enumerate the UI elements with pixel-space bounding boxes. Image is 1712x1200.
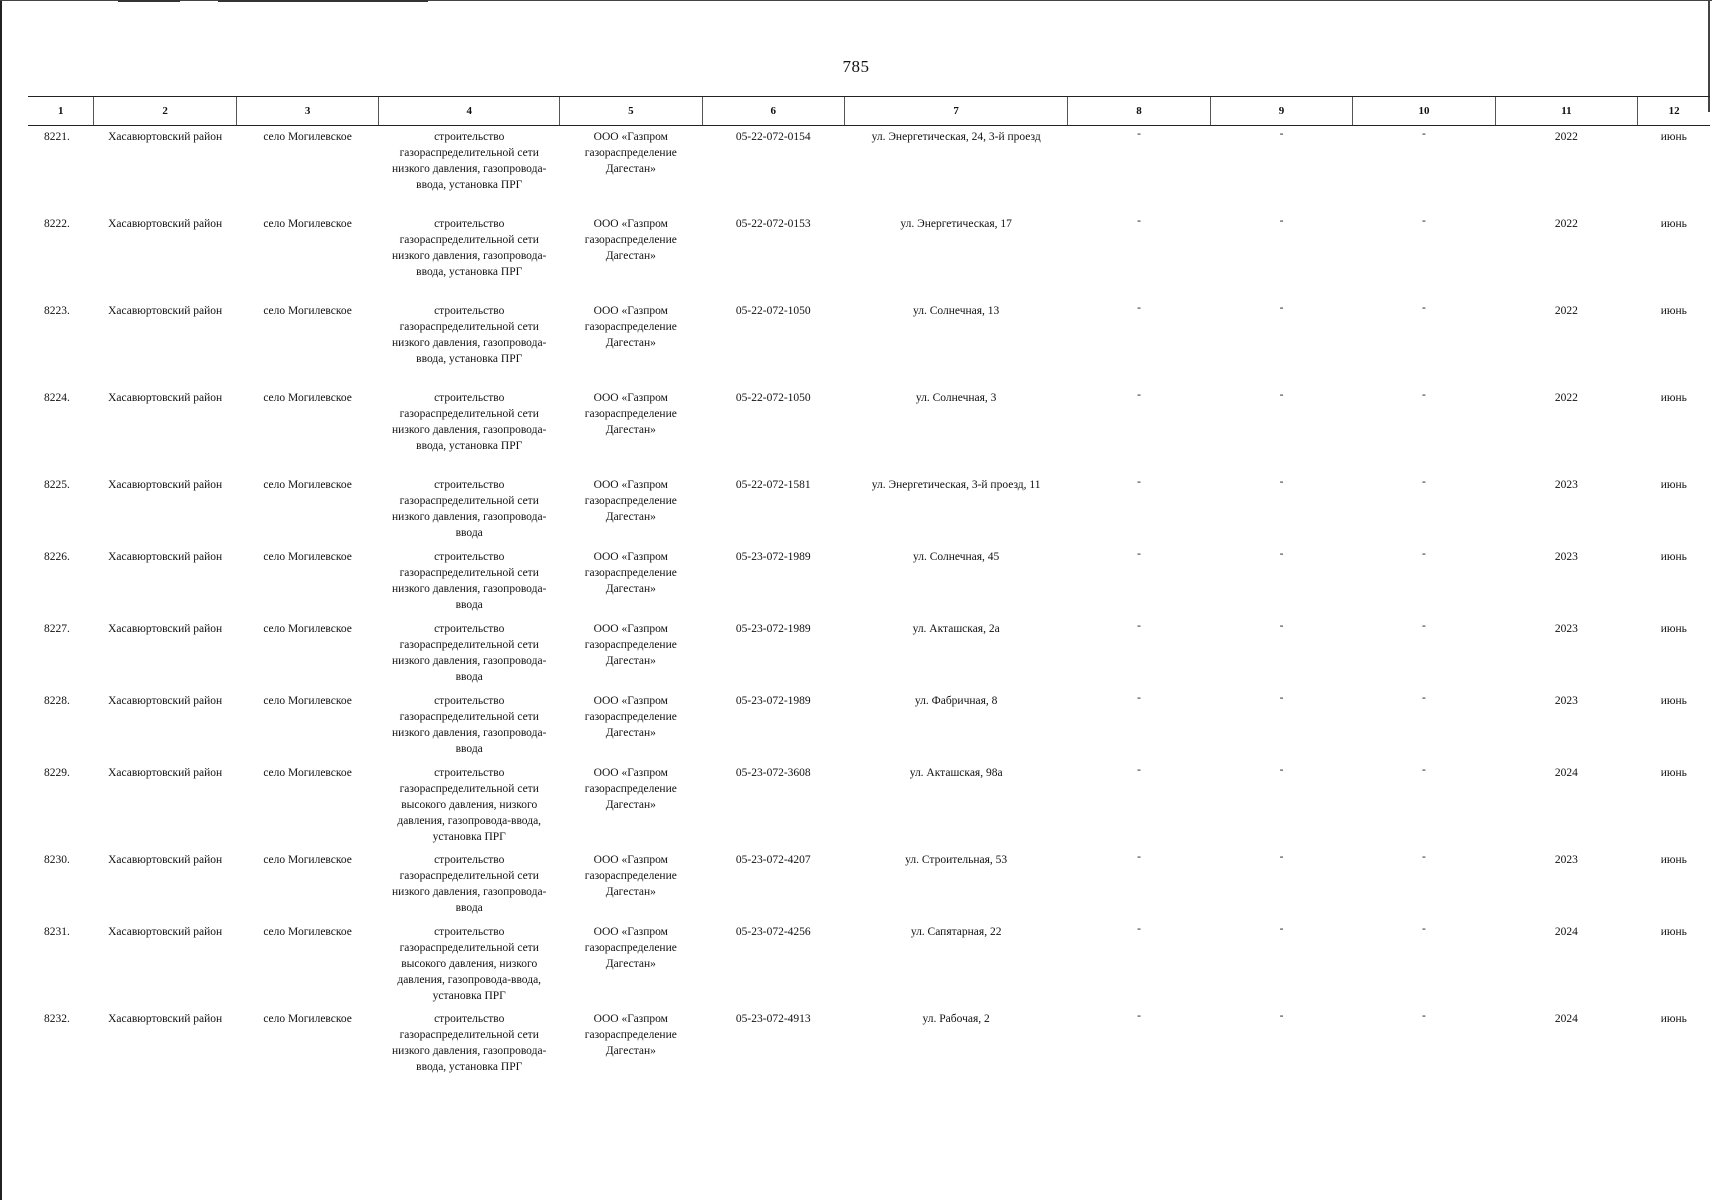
column-header-6: 6 [702,97,844,126]
gasification-registry-table [28,96,1710,1095]
column-8-cell: - [1137,763,1141,776]
table-body [28,126,1710,1095]
row-number: 8232. [44,1012,70,1025]
locality-cell: село Могилевское [263,694,352,707]
month-cell: июнь [1660,694,1687,707]
object-code-cell: 05-23-072-1989 [735,622,811,635]
column-header-9: 9 [1210,97,1352,126]
work-description-cell: строительство газораспределительной сети низкого давления, газопровода-ввода [392,853,547,914]
table-row [28,474,1710,546]
column-10-cell: - [1422,619,1426,632]
year-cell: 2023 [1554,694,1578,707]
column-8-cell: - [1137,128,1141,140]
locality-cell: село Могилевское [263,304,352,317]
row-number: 8226. [44,550,70,563]
object-code-cell: 05-22-072-1050 [735,304,811,317]
operator-cell: ООО «Газпром газораспределение Дагестан» [584,217,677,262]
column-header-3: 3 [236,97,378,126]
month-cell: июнь [1660,217,1687,230]
column-8-cell: - [1137,475,1141,488]
column-header-2: 2 [94,97,236,126]
operator-cell: ООО «Газпром газораспределение Дагестан» [584,478,677,523]
object-code-cell: 05-23-072-4256 [735,925,811,938]
table-row [28,1008,1710,1095]
work-description-cell: строительство газораспределительной сети низкого давления, газопровода-ввода [392,478,547,539]
year-cell: 2023 [1554,550,1578,563]
row-number: 8227. [44,622,70,635]
month-cell: июнь [1660,391,1687,404]
column-10-cell: - [1422,301,1426,314]
operator-cell: ООО «Газпром газораспределение Дагестан» [584,550,677,595]
scan-artifact-line [118,0,180,2]
locality-cell: село Могилевское [263,1012,352,1025]
object-code-cell: 05-23-072-4207 [735,853,811,866]
table-row [28,618,1710,690]
year-cell: 2022 [1554,131,1578,143]
column-10-cell: - [1422,850,1426,863]
locality-cell: село Могилевское [263,217,352,230]
operator-cell: ООО «Газпром газораспределение Дагестан» [584,853,677,898]
column-10-cell: - [1422,388,1426,401]
district-cell: Хасавюртовский район [108,217,223,230]
row-number: 8222. [44,217,70,230]
district-cell: Хасавюртовский район [108,694,223,707]
month-cell: июнь [1660,1012,1687,1025]
column-10-cell: - [1422,475,1426,488]
column-header-4: 4 [379,97,560,126]
column-8-cell: - [1137,922,1141,935]
year-cell: 2022 [1554,391,1578,404]
operator-cell: ООО «Газпром газораспределение Дагестан» [584,694,677,739]
table-row [28,387,1710,474]
district-cell: Хасавюртовский район [108,304,223,317]
column-header-8: 8 [1068,97,1210,126]
row-number: 8223. [44,304,70,317]
year-cell: 2023 [1554,853,1578,866]
object-code-cell: 05-22-072-1050 [735,391,811,404]
object-code-cell: 05-23-072-1989 [735,550,811,563]
object-code-cell: 05-22-072-0154 [735,131,811,143]
address-cell: ул. Акташская, 98а [909,766,1003,779]
year-cell: 2023 [1554,622,1578,635]
locality-cell: село Могилевское [263,766,352,779]
district-cell: Хасавюртовский район [108,1012,223,1025]
page-number: 785 [842,57,870,76]
locality-cell: село Могилевское [263,131,352,143]
work-description-cell: строительство газораспределительной сети низкого давления, газопровода-ввода [392,550,547,611]
work-description-cell: строительство газораспределительной сети низкого давления, газопровода-ввода, установка ПРГ [392,391,547,452]
month-cell: июнь [1660,622,1687,635]
table-row [28,690,1710,762]
locality-cell: село Могилевское [263,622,352,635]
column-9-cell: - [1279,301,1284,314]
table-row [28,546,1710,618]
address-cell: ул. Рабочая, 2 [922,1012,990,1025]
district-cell: Хасавюртовский район [108,391,223,404]
row-number: 8229. [44,766,70,779]
object-code-cell: 05-23-072-4913 [735,1012,811,1025]
year-cell: 2022 [1554,304,1578,317]
locality-cell: село Могилевское [263,925,352,938]
object-code-cell: 05-22-072-0153 [735,217,811,230]
table-row [28,921,1710,1008]
column-9-cell: - [1279,619,1284,632]
year-cell: 2023 [1554,478,1578,491]
operator-cell: ООО «Газпром газораспределение Дагестан» [584,1012,677,1057]
year-cell: 2024 [1554,925,1578,938]
row-number: 8224. [44,391,70,404]
district-cell: Хасавюртовский район [108,550,223,563]
month-cell: июнь [1660,304,1687,317]
month-cell: июнь [1660,550,1687,563]
locality-cell: село Могилевское [263,550,352,563]
row-number: 8231. [44,925,70,938]
operator-cell: ООО «Газпром газораспределение Дагестан» [584,131,677,175]
row-number: 8230. [44,853,70,866]
column-10-cell: - [1422,547,1426,560]
address-cell: ул. Фабричная, 8 [914,694,998,707]
address-cell: ул. Акташская, 2а [912,622,1000,635]
table-row [28,213,1710,300]
column-header-1: 1 [28,97,94,126]
column-10-cell: - [1422,922,1426,935]
address-cell: ул. Энергетическая, 24, 3-й проезд [871,131,1041,143]
month-cell: июнь [1660,853,1687,866]
column-9-cell: - [1279,214,1284,227]
month-cell: июнь [1660,766,1687,779]
column-10-cell: - [1422,763,1426,776]
work-description-cell: строительство газораспределительной сети низкого давления, газопровода-ввода [392,694,547,755]
column-header-11: 11 [1495,97,1637,126]
column-header-10: 10 [1353,97,1495,126]
column-9-cell: - [1279,1009,1284,1022]
year-cell: 2024 [1554,766,1578,779]
work-description-cell: строительство газораспределительной сети низкого давления, газопровода-ввода, установка ПРГ [392,304,547,365]
work-description-cell: строительство газораспределительной сети высокого давления, низкого давления, газопровода-ввода, установка ПРГ [397,925,542,1002]
month-cell: июнь [1660,925,1687,938]
column-9-cell: - [1279,850,1284,863]
district-cell: Хасавюртовский район [108,131,223,143]
month-cell: июнь [1660,478,1687,491]
address-cell: ул. Энергетическая, 3-й проезд, 11 [871,478,1041,491]
district-cell: Хасавюртовский район [108,766,223,779]
column-9-cell: - [1279,547,1284,560]
operator-cell: ООО «Газпром газораспределение Дагестан» [584,622,677,667]
address-cell: ул. Энергетическая, 17 [900,217,1012,230]
object-code-cell: 05-23-072-1989 [735,694,811,707]
column-9-cell: - [1279,763,1284,776]
column-10-cell: - [1422,128,1426,140]
table-row [28,762,1710,849]
column-9-cell: - [1279,922,1284,935]
locality-cell: село Могилевское [263,478,352,491]
year-cell: 2022 [1554,217,1578,230]
column-8-cell: - [1137,214,1141,227]
row-number: 8228. [44,694,70,707]
column-8-cell: - [1137,547,1141,560]
address-cell: ул. Строительная, 53 [905,853,1008,866]
district-cell: Хасавюртовский район [108,622,223,635]
district-cell: Хасавюртовский район [108,853,223,866]
table-row [28,126,1710,213]
year-cell: 2024 [1554,1012,1578,1025]
district-cell: Хасавюртовский район [108,925,223,938]
column-header-7: 7 [845,97,1068,126]
column-8-cell: - [1137,301,1141,314]
work-description-cell: строительство газораспределительной сети низкого давления, газопровода-ввода [392,622,547,683]
column-9-cell: - [1279,691,1284,704]
work-description-cell: строительство газораспределительной сети высокого давления, низкого давления, газопровода-ввода, установка ПРГ [397,766,542,843]
address-cell: ул. Солнечная, 45 [913,550,1000,563]
column-8-cell: - [1137,388,1141,401]
operator-cell: ООО «Газпром газораспределение Дагестан» [584,766,677,811]
address-cell: ул. Солнечная, 13 [913,304,1000,317]
object-code-cell: 05-23-072-3608 [735,766,811,779]
row-number: 8221. [44,131,70,143]
table-header-row [28,97,1710,126]
object-code-cell: 05-22-072-1581 [735,478,811,491]
work-description-cell: строительство газораспределительной сети низкого давления, газопровода-ввода, установка ПРГ [392,131,547,191]
address-cell: ул. Сапятарная, 22 [910,925,1002,938]
column-8-cell: - [1137,691,1141,704]
column-9-cell: - [1279,388,1284,401]
work-description-cell: строительство газораспределительной сети низкого давления, газопровода-ввода, установка ПРГ [392,1012,547,1073]
work-description-cell: строительство газораспределительной сети низкого давления, газопровода-ввода, установка ПРГ [392,217,547,278]
column-9-cell: - [1279,128,1284,140]
table-row [28,300,1710,387]
row-number: 8225. [44,478,70,491]
locality-cell: село Могилевское [263,391,352,404]
column-header-5: 5 [560,97,702,126]
operator-cell: ООО «Газпром газораспределение Дагестан» [584,925,677,970]
district-cell: Хасавюртовский район [108,478,223,491]
address-cell: ул. Солнечная, 3 [915,391,997,404]
month-cell: июнь [1660,131,1687,143]
scan-artifact-line [218,0,428,2]
column-header-12: 12 [1638,97,1710,126]
operator-cell: ООО «Газпром газораспределение Дагестан» [584,304,677,349]
column-9-cell: - [1279,475,1284,488]
column-10-cell: - [1422,214,1426,227]
column-8-cell: - [1137,1009,1141,1022]
column-8-cell: - [1137,619,1141,632]
operator-cell: ООО «Газпром газораспределение Дагестан» [584,391,677,436]
scan-border-left [0,0,2,1200]
table-row [28,849,1710,921]
locality-cell: село Могилевское [263,853,352,866]
column-8-cell: - [1137,850,1141,863]
column-10-cell: - [1422,1009,1426,1022]
column-10-cell: - [1422,691,1426,704]
